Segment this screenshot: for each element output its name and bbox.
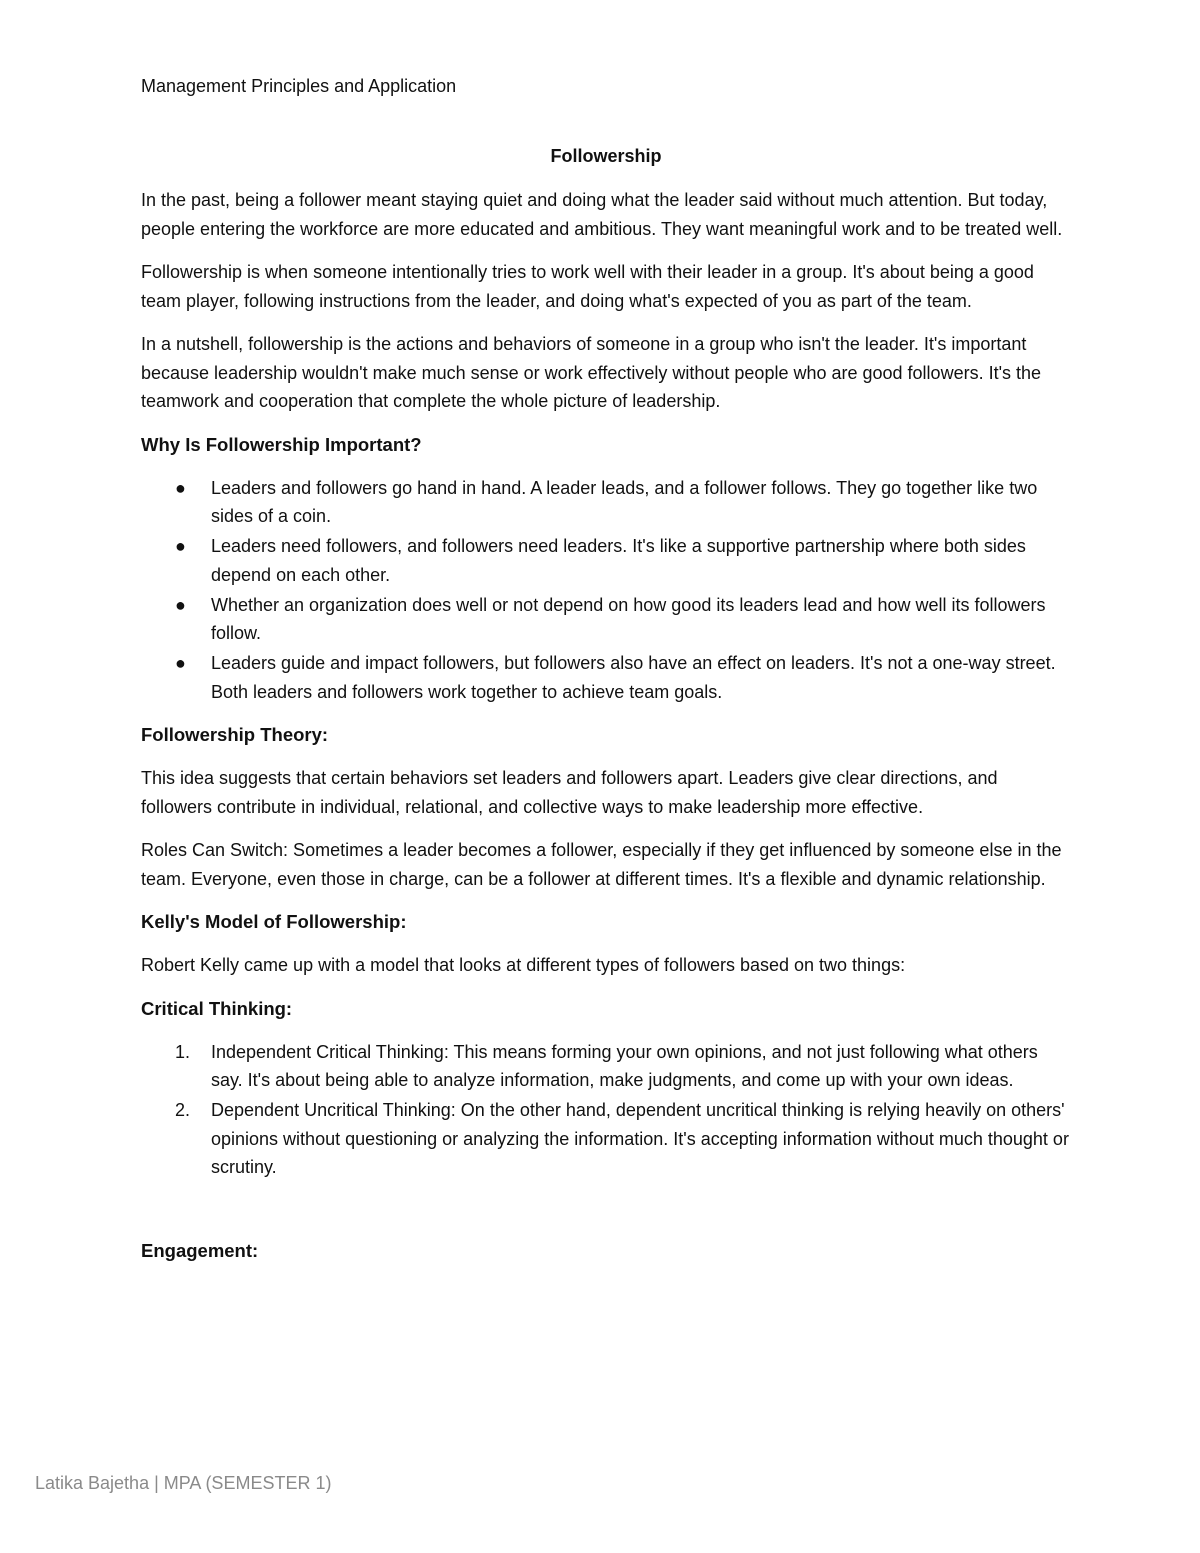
intro-paragraph-2: Followership is when someone intentionally tries to work well with their leader in a group. It's about being a good team player, following instructions from the leader, and doing what's expected of you as part of the team. [141, 262, 1034, 311]
list-item [175, 1096, 1071, 1182]
theory-paragraph-2: Roles Can Switch: Sometimes a leader becomes a follower, especially if they get influenced by someone else in the team. Everyone, even those in charge, can be a follower at different times. It's a flexible and dynamic relationship. [141, 840, 1062, 889]
bullet-icon: ● [175, 653, 186, 673]
critical-thinking-list [141, 1038, 1071, 1182]
list-item-text: Leaders need followers, and followers need leaders. It's like a supportive partnership where both sides depend on each other. [211, 536, 1026, 585]
theory-heading: Followership Theory: [141, 724, 329, 745]
theory-paragraph-1: This idea suggests that certain behaviors set leaders and followers apart. Leaders give clear directions, and followers contribute in individual, relational, and collective ways to make leadership more effective. [141, 768, 998, 817]
list-number: 2. [175, 1100, 191, 1120]
document-title: Followership [550, 146, 662, 166]
critical-thinking-heading: Critical Thinking: [141, 997, 293, 1019]
engagement-heading: Engagement: [141, 1239, 259, 1261]
intro-paragraph-1: In the past, being a follower meant staying quiet and doing what the leader said without much attention. But today, people entering the workforce are more educated and ambitious. They want meaningful work and to be treated well. [141, 190, 1063, 239]
list-item [175, 532, 1071, 589]
bullet-icon: ● [175, 536, 186, 556]
page-footer: Latika Bajetha | MPA (SEMESTER 1) [35, 1473, 332, 1493]
list-item [175, 1038, 1071, 1095]
list-item-text: Independent Critical Thinking: This means forming your own opinions, and not just following what others say. It's about being able to analyze information, make judgments, and come up with your own ideas. [211, 1041, 1038, 1090]
list-item-text: Whether an organization does well or not depend on how good its leaders lead and how well its followers follow. [211, 594, 1046, 643]
page-header: Management Principles and Application [141, 76, 457, 96]
list-item-text: Leaders and followers go hand in hand. A leader leads, and a follower follows. They go together like two sides of a coin. [211, 477, 1038, 526]
spacer [141, 1197, 1071, 1237]
list-item-text: Leaders guide and impact followers, but followers also have an effect on leaders. It's not a one-way street. Both leaders and followers work together to achieve team goals. [211, 653, 1056, 702]
list-number: 1. [175, 1041, 191, 1062]
bullet-icon: ● [175, 594, 186, 615]
bullet-icon: ● [175, 477, 186, 498]
document-body [141, 142, 1071, 1280]
why-heading: Why Is Followership Important? [141, 433, 422, 455]
kelly-heading: Kelly's Model of Followership: [141, 911, 407, 932]
list-item-text: Dependent Uncritical Thinking: On the other hand, dependent uncritical thinking is relying heavily on others' opinions without questioning or analyzing the information. It's accepting information without much thought or scrutiny. [211, 1100, 1069, 1177]
kelly-paragraph: Robert Kelly came up with a model that looks at different types of followers based on two things: [141, 955, 906, 975]
list-item [175, 591, 1071, 648]
list-item [175, 474, 1071, 531]
why-bullet-list [141, 474, 1071, 707]
list-item [175, 649, 1071, 706]
intro-paragraph-3: In a nutshell, followership is the actions and behaviors of someone in a group who isn't the leader. It's important because leadership wouldn't make much sense or work effectively without people who are good followers. It's the teamwork and cooperation that complete the whole picture of leadership. [141, 334, 1042, 411]
